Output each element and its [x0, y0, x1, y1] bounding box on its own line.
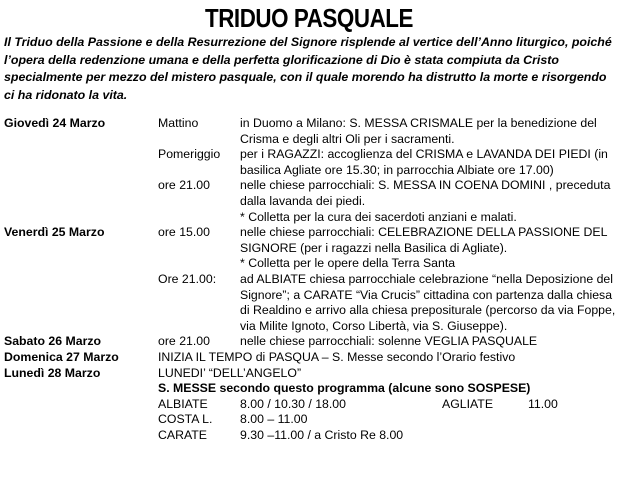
monday-row: [4, 366, 616, 382]
sunday-row: [4, 350, 616, 366]
schedule-row: [4, 334, 616, 350]
schedule-time: Pomeriggio: [158, 147, 221, 162]
schedule-time: ore 15.00: [158, 225, 210, 240]
mass-place: ALBIATE: [158, 396, 208, 411]
schedule-time: ore 21.00: [158, 178, 210, 193]
mass-times: 8.00 / 10.30 / 18.00: [240, 396, 346, 411]
mass-times: 8.00 – 11.00: [240, 412, 308, 427]
page-title: TRIDUO PASQUALE: [204, 3, 414, 33]
schedule-day: [4, 256, 158, 272]
mass-row: [4, 397, 616, 413]
schedule: [4, 116, 616, 443]
schedule-time: Ore 21.00:: [158, 271, 217, 286]
schedule-day: Sabato 26 Marzo: [4, 334, 102, 349]
mass-row: [4, 428, 616, 444]
schedule-day: [4, 210, 158, 226]
schedule-day: [4, 178, 158, 209]
schedule-row: [4, 210, 616, 226]
schedule-row: [4, 147, 616, 178]
mass-place: CARATE: [158, 427, 207, 442]
schedule-desc: * Colletta per la cura dei sacerdoti anziani e malati.: [240, 209, 517, 224]
schedule-desc: per i RAGAZZI: accoglienza del CRISMA e LAVANDA DEI PIEDI (in basilica Agliate ore 15.30; in parrocchia Albiate ore 17.00): [240, 147, 608, 177]
schedule-time: [158, 210, 240, 226]
schedule-row: [4, 225, 616, 256]
schedule-time: Mattino: [158, 116, 199, 130]
schedule-row: [4, 256, 616, 272]
mass-times: 9.30 –11.00 / a Cristo Re 8.00: [240, 427, 404, 442]
sunday-text: INIZIA IL TEMPO di PASQUA – S. Messe secondo l’Orario festivo: [158, 349, 516, 364]
schedule-row: [4, 178, 616, 209]
mass-times-secondary: 11.00: [528, 396, 558, 411]
schedule-row: [4, 272, 616, 334]
mass-place: COSTA L.: [158, 412, 213, 427]
mass-row: [4, 412, 616, 428]
schedule-desc: * Colletta per le opere della Terra Santa: [240, 256, 456, 271]
masses-heading: S. MESSE secondo questo programma (alcune sono SOSPESE): [158, 381, 531, 396]
monday-day: Lunedì 28 Marzo: [4, 365, 101, 380]
sunday-day: Domenica 27 Marzo: [4, 349, 119, 364]
schedule-day: [4, 272, 158, 334]
monday-text: LUNEDI’ “DELL’ANGELO”: [158, 365, 302, 380]
schedule-day: Venerdì 25 Marzo: [4, 225, 105, 240]
schedule-row: [4, 116, 616, 147]
schedule-desc: nelle chiese parrocchiali: solenne VEGLIA PASQUALE: [240, 334, 538, 349]
mass-place-secondary: AGLIATE: [442, 396, 494, 411]
schedule-day: [4, 147, 158, 178]
intro-paragraph: Il Triduo della Passione e della Resurrezione del Signore risplende al vertice dell’Anno liturgico, poiché l’opera della redenzione umana e della perfetta glorificazione di Dio è stata compiuta da Cristo specialmente per mezzo del mistero pasquale, con il quale morendo ha distrutto la morte e risorgendo ci ha ridonato la vita.: [4, 35, 612, 102]
schedule-desc: nelle chiese parrocchiali: S. MESSA IN COENA DOMINI , preceduta dalla lavanda dei piedi.: [240, 178, 611, 208]
schedule-time: [158, 256, 240, 272]
schedule-desc: nelle chiese parrocchiali: CELEBRAZIONE DELLA PASSIONE DEL SIGNORE (per i ragazzi nella Basilica di Agliate).: [240, 225, 608, 255]
schedule-desc: in Duomo a Milano: S. MESSA CRISMALE per la benedizione del Crisma e degli altri Oli per i sacramenti.: [240, 116, 597, 146]
schedule-day: Giovedì 24 Marzo: [4, 116, 106, 130]
schedule-desc: ad ALBIATE chiesa parrocchiale celebrazione “nella Deposizione del Signore”; a CARATE “Via Crucis” cittadina con partenza dalla chiesa di Realdino e arrivo alla chiesa prepositurale (percorso da via Foppe, via Milite Ignoto, Corso Libertà, via S. Giuseppe).: [240, 271, 616, 333]
schedule-time: ore 21.00: [158, 334, 210, 349]
